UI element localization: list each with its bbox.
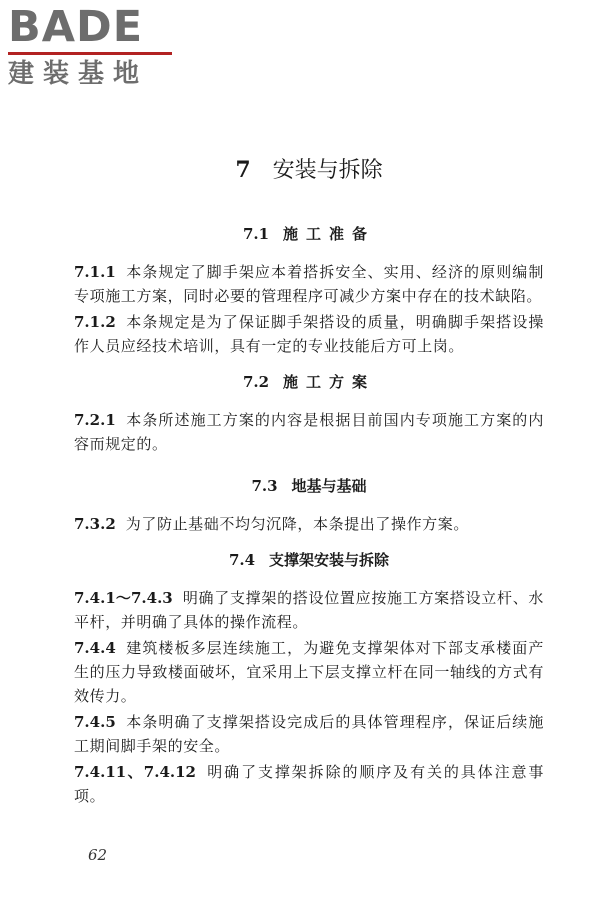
clause-number: 7.2.1: [74, 411, 116, 429]
section-title: 施工准备: [283, 225, 376, 243]
section-heading: [74, 472, 544, 500]
clause-paragraph: [74, 260, 544, 308]
clause-text: 明确了支撑架拆除的顺序及有关的具体注意事项。: [74, 763, 544, 805]
clause-paragraph: [74, 586, 544, 634]
logo-subtitle: 建装基地: [8, 59, 149, 89]
clause-text: 本条规定是为了保证脚手架搭设的质量，明确脚手架搭设操作人员应经技术培训，具有一定的专业技能后方可上岗。: [74, 313, 544, 355]
clause-number: 7.4.5: [74, 713, 116, 731]
clause-number: 7.1.1: [74, 263, 116, 281]
clause-text: 为了防止基础不均匀沉降，本条提出了操作方案。: [125, 515, 469, 533]
chapter-heading: [74, 150, 544, 190]
clause-number: 7.4.1～7.4.3: [74, 589, 173, 607]
page-content: [74, 150, 544, 810]
clause-text: 本条所述施工方案的内容是根据目前国内专项施工方案的内容而规定的。: [74, 411, 544, 453]
clause-paragraph: [74, 710, 544, 758]
clause-text: 本条明确了支撑架搭设完成后的具体管理程序，保证后续施工期间脚手架的安全。: [74, 713, 544, 755]
clause-paragraph: [74, 760, 544, 808]
section-title: 地基与基础: [291, 477, 367, 495]
section-heading: [74, 368, 544, 396]
clause-number: 7.1.2: [74, 313, 116, 331]
section-heading: [74, 220, 544, 248]
chapter-number: 7: [235, 157, 251, 183]
clause-paragraph: [74, 636, 544, 708]
section-heading: [74, 546, 544, 574]
logo-divider: [8, 52, 172, 55]
clause-text: 建筑楼板多层连续施工，为避免支撑架体对下部支承楼面产生的压力导致楼面破坏，宜采用上下层支撑立杆在同一轴线的方式有效传力。: [74, 639, 544, 705]
chapter-title: 安装与拆除: [272, 158, 383, 183]
clause-text: 本条规定了脚手架应本着搭拆安全、实用、经济的原则编制专项施工方案，同时必要的管理程序可减少方案中存在的技术缺陷。: [74, 263, 544, 305]
section-number: 7.3: [251, 477, 278, 495]
section-number: 7.4: [228, 551, 256, 569]
section-title: 支撑架安装与拆除: [269, 551, 390, 569]
section-number: 7.1: [242, 225, 270, 243]
clause-number: 7.4.4: [74, 639, 116, 657]
page-number: 62: [88, 846, 108, 864]
logo: [8, 4, 178, 91]
clause-paragraph: [74, 310, 544, 358]
section-title: 施工方案: [283, 373, 376, 391]
clause-paragraph: [74, 408, 544, 456]
clause-number: 7.4.11、7.4.12: [74, 763, 196, 781]
clause-number: 7.3.2: [74, 515, 116, 533]
logo-wordmark: BADE: [8, 2, 144, 52]
clause-paragraph: [74, 512, 544, 536]
section-number: 7.2: [242, 373, 270, 391]
clause-text: 明确了支撑架的搭设位置应按施工方案搭设立杆、水平杆，并明确了具体的操作流程。: [74, 589, 544, 631]
